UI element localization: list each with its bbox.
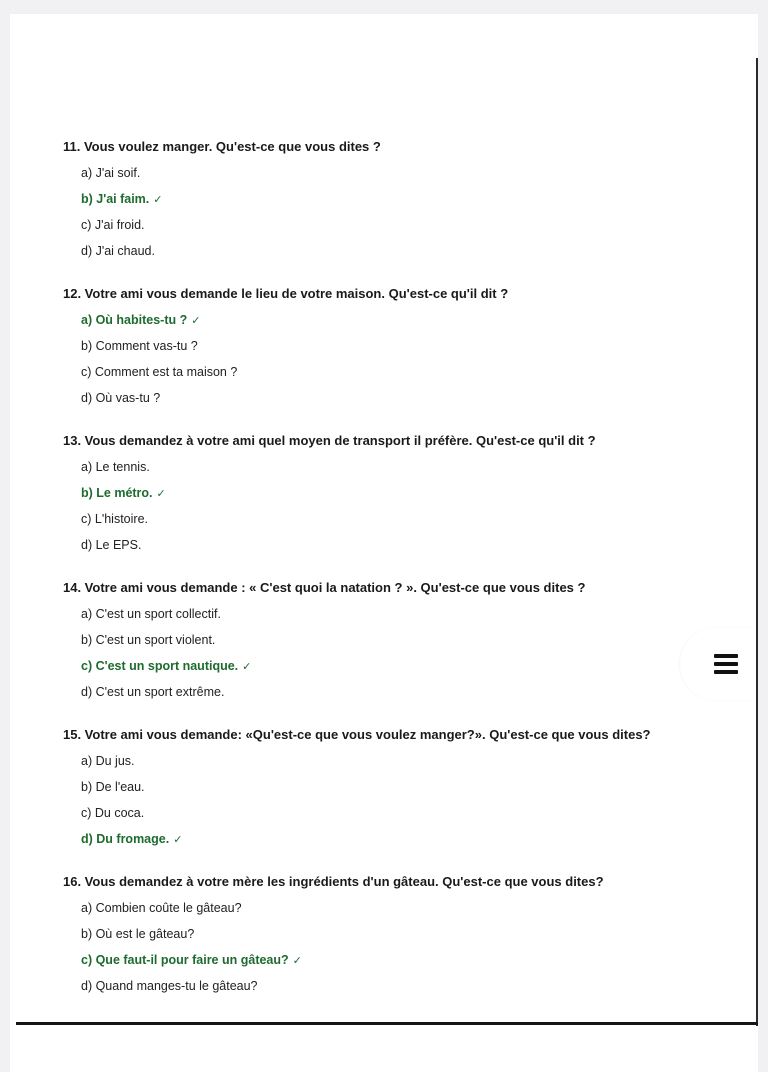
answer-option-correct: b) J'ai faim. ✓ <box>81 192 163 206</box>
check-icon: ✓ <box>242 661 252 673</box>
answer-option: a) C'est un sport collectif. <box>81 607 221 621</box>
answer-option: d) Quand manges-tu le gâteau? <box>81 979 258 993</box>
answer-option: c) Du coca. <box>81 806 145 820</box>
question-text: 11. Vous voulez manger. Qu'est-ce que vous dites ? <box>63 139 381 154</box>
answer-option: b) Comment vas-tu ? <box>81 339 198 353</box>
answer-option: c) L'histoire. <box>81 512 148 526</box>
question-12 <box>63 284 743 414</box>
floating-menu-handle[interactable] <box>680 628 756 700</box>
answer-option: a) Du jus. <box>81 754 135 768</box>
question-text: 15. Votre ami vous demande: «Qu'est-ce que vous voulez manger?». Qu'est-ce que vous dites? <box>63 727 651 742</box>
question-text: 13. Vous demandez à votre ami quel moyen de transport il préfère. Qu'est-ce qu'il dit ? <box>63 433 596 448</box>
answer-option-correct: d) Du fromage. ✓ <box>81 832 183 846</box>
answer-option-correct: c) C'est un sport nautique. ✓ <box>81 659 252 673</box>
check-icon: ✓ <box>156 488 166 500</box>
check-icon: ✓ <box>173 834 183 846</box>
question-15 <box>63 725 743 855</box>
answer-option: d) Le EPS. <box>81 538 142 552</box>
hamburger-menu-icon[interactable] <box>714 652 738 676</box>
answer-option-correct: a) Où habites-tu ? ✓ <box>81 313 201 327</box>
bottom-rule <box>16 1022 758 1025</box>
answer-option: d) Où vas-tu ? <box>81 391 161 405</box>
answer-option: a) Combien coûte le gâteau? <box>81 901 242 915</box>
answer-option: d) J'ai chaud. <box>81 244 155 258</box>
answer-option: a) Le tennis. <box>81 460 150 474</box>
answer-option: c) J'ai froid. <box>81 218 145 232</box>
question-14 <box>63 578 743 708</box>
check-icon: ✓ <box>153 194 163 206</box>
question-16 <box>63 872 743 1002</box>
page-right-border <box>756 58 758 1026</box>
answer-option: b) C'est un sport violent. <box>81 633 216 647</box>
question-text: 14. Votre ami vous demande : « C'est quoi la natation ? ». Qu'est-ce que vous dites ? <box>63 580 586 595</box>
answer-option-correct: b) Le métro. ✓ <box>81 486 166 500</box>
answer-option: a) J'ai soif. <box>81 166 141 180</box>
check-icon: ✓ <box>292 955 302 967</box>
question-13 <box>63 431 743 561</box>
question-text: 12. Votre ami vous demande le lieu de votre maison. Qu'est-ce qu'il dit ? <box>63 286 509 301</box>
answer-option: b) De l'eau. <box>81 780 145 794</box>
question-text: 16. Vous demandez à votre mère les ingrédients d'un gâteau. Qu'est-ce que vous dites? <box>63 874 604 889</box>
answer-option-correct: c) Que faut-il pour faire un gâteau? ✓ <box>81 953 302 967</box>
check-icon: ✓ <box>191 315 201 327</box>
question-11 <box>63 137 743 267</box>
questionnaire <box>63 137 743 1019</box>
answer-option: b) Où est le gâteau? <box>81 927 195 941</box>
answer-option: d) C'est un sport extrême. <box>81 685 225 699</box>
answer-option: c) Comment est ta maison ? <box>81 365 238 379</box>
